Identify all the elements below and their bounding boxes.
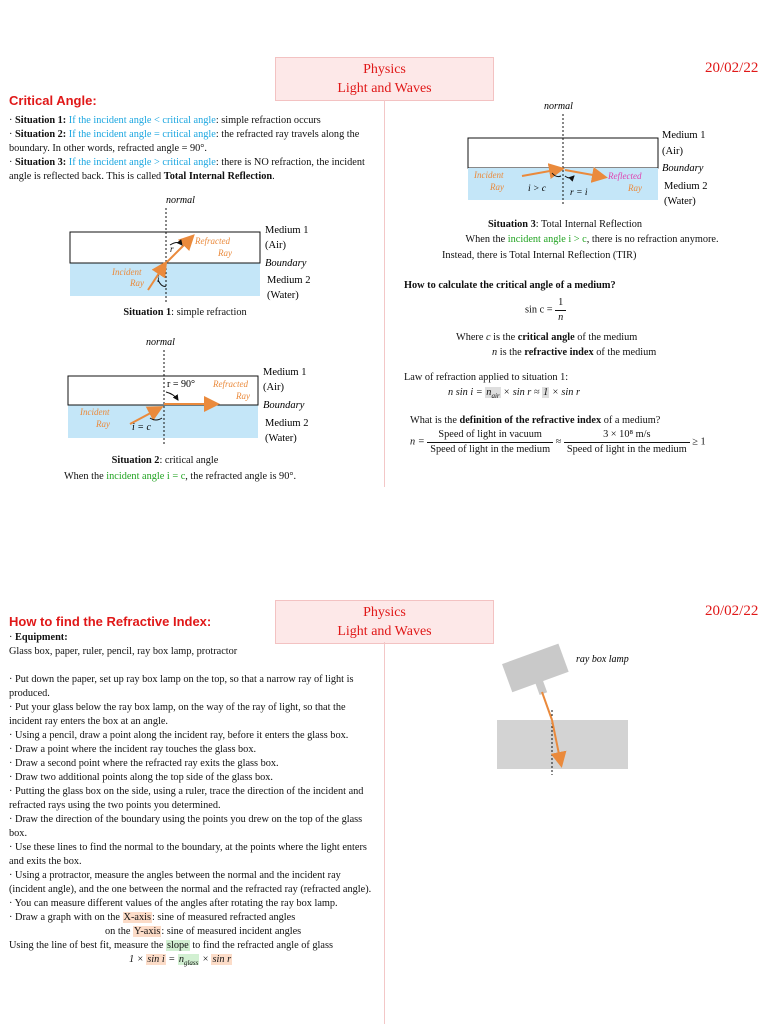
svg-text:(Water): (Water) [265,433,297,444]
svg-text:Medium 2: Medium 2 [664,181,708,192]
svg-text:Medium 1: Medium 1 [265,225,309,236]
diagram-situation-2 [58,332,328,450]
caption-situation-2: Situation 2: critical angle [111,455,219,466]
situation-2: · Situation 2: If the incident angle = critical angle: the refracted ray travels along the boundary. In other words, refracted angle = 90°. [9,129,360,154]
graph-instruction: · Draw a graph with on the X-axis: sine of measured refracted angles [9,912,296,923]
svg-text:Boundary: Boundary [263,400,305,411]
procedure-text [9,631,374,970]
lamp-nozzle [535,679,547,695]
svg-text:r: r [170,244,174,254]
svg-text:i: i [157,274,160,284]
equipment-heading: · Equipment: [9,632,68,643]
svg-text:Incident: Incident [80,407,110,417]
svg-text:i = c: i = c [132,422,151,433]
where-line-2: n is the refractive index of the medium [492,347,657,358]
svg-text:Refracted: Refracted [195,236,230,246]
law-heading: Law of refraction applied to situation 1: [404,372,569,383]
svg-text:(Air): (Air) [263,382,284,393]
svg-text:r = i: r = i [570,188,588,198]
definition-question: What is the definition of the refractive index of a medium? [410,415,661,426]
caption-situation-1: Situation 1: simple refraction [123,307,247,318]
page1-title: Critical Angle: [9,93,97,108]
svg-text:Ray: Ray [218,248,232,258]
svg-text:normal: normal [146,337,175,348]
page2-date: 20/02/22 [705,603,759,619]
law-equation: n $\sin i = n_{air} \times \sin r \approx 1 \times \sin r$ [448,387,580,401]
diagram-situation-1 [60,190,330,308]
glass-box [497,720,628,769]
refractive-index-formula: n = $\frac{\text{Speed of light in vacuum}}{\text{Speed of light in the medium}}$ ≈ $\frac{\text{3 × 10⁸ m/s}}{\text{Speed of light in the medium}}$ ≥ 1 [410,429,706,455]
step: · Putting the glass box on the side, using a ruler, trace the direction of the incident and refracted rays using the two points you determined. [9,786,364,811]
svg-text:Ray: Ray [130,278,144,288]
diagram-situation-3 [462,96,752,208]
situation-3: · Situation 3: If the incident angle > critical angle: there is NO refraction, the incident angle is reflected back. This is called Total Internal Reflection. [9,157,365,182]
step: · You can measure different values of the angles after rotating the ray box lamp. [9,898,338,909]
note-situation-3: When the incident angle i > c, there is no refraction anymore. [465,234,719,245]
header-subject: Physics [363,62,406,77]
step: · Using a protractor, measure the angles between the normal and the incident ray (incident angle), and the one between the normal and the refracted ray (refracted angle). [9,870,372,895]
note-situation-3-tir: Instead, there is Total Internal Reflection (TIR) [442,250,637,261]
best-fit-instruction: Using the line of best fit, measure the slope to find the refracted angle of glass [9,940,333,951]
step: · Using a pencil, draw a point along the incident ray, before it enters the glass box. [9,730,349,741]
step: · Draw the direction of the boundary using the points you drew on the top of the glass box. [9,814,363,839]
step: · Draw two additional points along the top side of the glass box. [9,772,273,783]
svg-text:(Water): (Water) [267,290,299,301]
svg-text:normal: normal [544,101,573,112]
snell-equation: $1 \times \sin i = n_{glass} \times \sin r$ [129,954,232,968]
svg-text:ray box lamp: ray box lamp [576,654,629,665]
svg-text:Medium 1: Medium 1 [662,130,706,141]
header-topic: Light and Waves [337,81,432,96]
svg-text:Ray: Ray [628,183,642,193]
step: · Put your glass below the ray box lamp, on the way of the ray of light, so that the incident ray enters the box at an angle. [9,702,346,727]
header-subject: Physics [363,605,406,620]
graph-instruction-y: on the Y-axis: sine of measured incident angles [105,926,302,937]
caption-situation-3: Situation 3: Total Internal Reflection [487,219,643,230]
ray-box-lamp-icon [502,644,569,693]
svg-text:(Air): (Air) [662,146,683,157]
page2-divider [384,642,385,1024]
svg-text:Refracted: Refracted [213,379,248,389]
critical-angle-formula: sin c = $\frac{1}{n}$ [525,296,566,325]
svg-text:Reflected: Reflected [608,171,642,181]
page1-date: 20/02/22 [705,60,759,76]
svg-text:Boundary: Boundary [265,258,307,269]
svg-text:Medium 2: Medium 2 [267,275,311,286]
where-line-1: Where c is the critical angle of the medium [456,332,638,343]
normal-label: normal [166,195,195,206]
svg-text:Incident: Incident [112,267,142,277]
svg-text:Ray: Ray [96,419,110,429]
svg-text:Incident: Incident [474,170,504,180]
svg-text:Ray: Ray [236,391,250,401]
svg-text:Medium 1: Medium 1 [263,367,307,378]
step: · Put down the paper, set up ray box lamp on the top, so that a narrow ray of light is produced. [9,674,354,699]
header-topic: Light and Waves [337,624,432,639]
page2-title: How to find the Refractive Index: [9,614,212,629]
page1-header [275,57,494,101]
page1-divider [384,100,385,487]
svg-text:Ray: Ray [490,182,504,192]
water-region [70,263,260,296]
svg-text:(Air): (Air) [265,240,286,251]
svg-text:Medium 2: Medium 2 [265,418,309,429]
svg-text:Boundary: Boundary [662,163,704,174]
step: · Use these lines to find the normal to the boundary, at the points where the light enters and exits the box. [9,842,367,867]
situation-1: · Situation 1: If the incident angle < critical angle: simple refraction occurs [9,115,321,126]
ray-box-lamp-diagram [490,640,660,780]
step: · Draw a point where the incident ray touches the glass box. [9,744,257,755]
situations-list [9,114,371,184]
note-situation-2: When the incident angle i = c, the refracted angle is 90°. [63,471,297,482]
step: · Draw a second point where the refracted ray exits the glass box. [9,758,279,769]
svg-text:i > c: i > c [528,184,547,194]
calc-question: How to calculate the critical angle of a medium? [404,280,616,291]
incident-light-ray [542,692,552,720]
svg-text:r = 90°: r = 90° [167,379,195,390]
equipment-list: Glass box, paper, ruler, pencil, ray box lamp, protractor [9,646,238,657]
svg-text:(Water): (Water) [664,196,696,207]
